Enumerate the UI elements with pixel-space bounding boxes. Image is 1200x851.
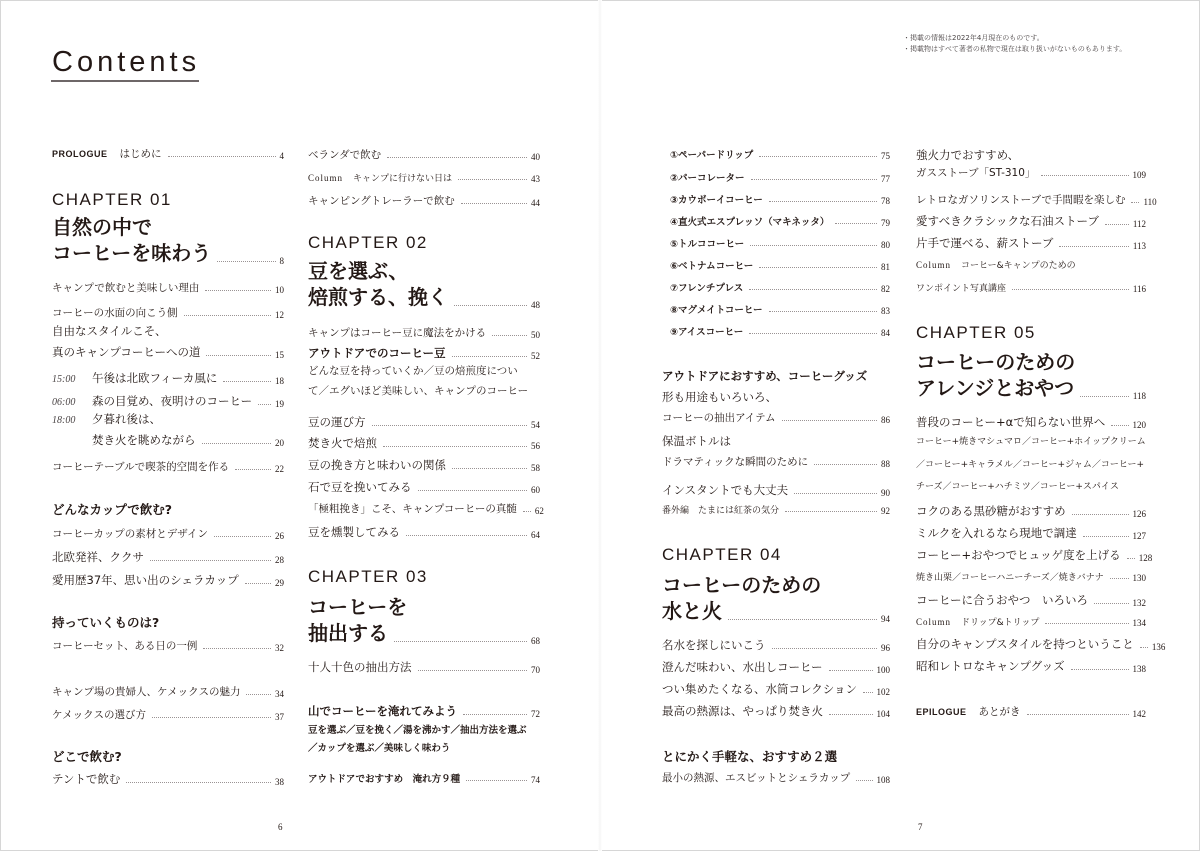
toc-entry[interactable]: 最高の熱源は、やっぱり焚き火 104 bbox=[662, 704, 890, 719]
toc-entry[interactable]: ケメックスの選び方 37 bbox=[52, 709, 284, 722]
toc-entry-method[interactable]: ⑧マグメイトコーヒー 83 bbox=[670, 305, 890, 316]
chapter-label-02: CHAPTER 02 bbox=[308, 233, 428, 252]
column-tag: Column bbox=[916, 260, 952, 270]
sub-topics: コーヒー+焼きマシュマロ／コーヒー+ホイップクリーム ／コーヒー+キャラメル／コーヒー+ジャム／コーヒー+ チーズ／コーヒー+ハチミツ／コーヒー+スパイス bbox=[916, 437, 1146, 492]
page-number: 4 bbox=[279, 151, 284, 161]
toc-entry-line1: 形も用途もいろいろ、 bbox=[662, 390, 777, 404]
toc-entry[interactable]: 焼き山栗／コーヒーハニーチーズ／焼きバナナ 130 bbox=[916, 573, 1146, 583]
section-heading-where: どこで飲む? bbox=[52, 749, 122, 764]
toc-entry[interactable]: コーヒーの水面の向こう側 12 bbox=[52, 307, 284, 320]
leader-dots bbox=[217, 261, 275, 262]
toc-entry[interactable]: レトロなガソリンストーブで手間暇を楽しむ 110 bbox=[916, 194, 1157, 207]
toc-entry-method[interactable]: ⑨アイスコーヒー 84 bbox=[670, 327, 890, 338]
toc-entry[interactable]: 北欧発祥、ククサ 28 bbox=[52, 550, 284, 565]
toc-entry-chapter-03[interactable]: 抽出する 68 bbox=[308, 621, 540, 646]
book-gutter bbox=[598, 0, 602, 851]
toc-entry-line1: 自由なスタイルこそ、 bbox=[52, 324, 167, 338]
toc-entry[interactable]: 昭和レトロなキャンプグッズ 138 bbox=[916, 659, 1146, 674]
toc-entry-timed[interactable]: 06:00 森の目覚め、夜明けのコーヒー 19 bbox=[52, 394, 284, 409]
toc-entry-method[interactable]: ④直火式エスプレッソ（マキネッタ） 79 bbox=[670, 217, 890, 228]
toc-entry-prologue[interactable]: PROLOGUE はじめに 4 bbox=[52, 148, 284, 161]
toc-entry[interactable]: 豆を燻製してみる 64 bbox=[308, 525, 540, 540]
chapter-label-04: CHAPTER 04 bbox=[662, 545, 782, 564]
toc-entry-section[interactable]: 山でコーヒーを淹れてみよう 72 bbox=[308, 704, 540, 719]
chapter-title-04-line1: コーヒーのための bbox=[662, 573, 822, 597]
toc-entry-line1: 保温ボトルは bbox=[662, 434, 731, 448]
toc-entry-chapter-01[interactable]: コーヒーを味わう 8 bbox=[52, 241, 284, 266]
leader-dots bbox=[168, 156, 276, 157]
toc-entry-method[interactable]: ⑥ベトナムコーヒー 81 bbox=[670, 261, 890, 272]
folio-right: 7 bbox=[918, 822, 923, 832]
section-heading-goods: アウトドアにおすすめ、コーヒーグッズ bbox=[662, 369, 868, 383]
folio-left: 6 bbox=[278, 822, 283, 832]
section-heading-bring: 持っていくものは? bbox=[52, 615, 160, 630]
toc-entry[interactable]: 名水を探しにいこう 96 bbox=[662, 638, 890, 653]
toc-entry-column[interactable]: Column ドリップ&トリップ 134 bbox=[916, 617, 1146, 628]
chapter-title-01-line1: 自然の中で bbox=[52, 215, 152, 239]
time-label: 06:00 bbox=[52, 397, 76, 408]
toc-entry[interactable]: キャンピングトレーラーで飲む 44 bbox=[308, 195, 540, 208]
toc-entry[interactable]: 豆の運び方 54 bbox=[308, 415, 540, 430]
toc-entry-line1: 18:00 夕暮れ後は、 bbox=[52, 408, 161, 432]
toc-entry-timed[interactable]: 焚き火を眺めながら 20 bbox=[92, 433, 284, 448]
toc-entry[interactable]: 「極粗挽き」こそ、キャンプコーヒーの真髄 62 bbox=[308, 503, 544, 516]
epilogue-tag: EPILOGUE bbox=[916, 707, 967, 717]
toc-entry-section[interactable]: アウトドアでのコーヒー豆 52 bbox=[308, 346, 540, 361]
toc-entry-timed[interactable]: 15:00 午後は北欧フィーカ風に 18 bbox=[52, 371, 284, 386]
toc-entry-line1: 強火力でおすすめ、 bbox=[916, 148, 1020, 162]
prologue-tag: PROLOGUE bbox=[52, 149, 108, 159]
toc-entry-column[interactable]: ワンポイント写真講座 116 bbox=[916, 284, 1146, 294]
toc-entry-chapter-05[interactable]: アレンジとおやつ 118 bbox=[916, 376, 1146, 401]
toc-entry[interactable]: コーヒーカップの素材とデザイン 26 bbox=[52, 528, 284, 541]
toc-entry[interactable]: コーヒーテーブルで喫茶的空間を作る 22 bbox=[52, 461, 284, 474]
toc-entry[interactable]: 自分のキャンプスタイルを持つということ 136 bbox=[916, 637, 1166, 652]
chapter-title-03-line1: コーヒーを bbox=[308, 595, 408, 619]
toc-entry[interactable]: コーヒーの抽出アイテム 86 bbox=[662, 412, 890, 425]
toc-entry-chapter-02[interactable]: 焙煎する、挽く 48 bbox=[308, 285, 540, 310]
toc-entry[interactable]: アウトドアでおすすめ 淹れ方９種 74 bbox=[308, 774, 540, 785]
toc-entry[interactable]: キャンプはコーヒー豆に魔法をかける 50 bbox=[308, 327, 540, 340]
toc-entry[interactable]: コクのある黒砂糖がおすすめ 126 bbox=[916, 504, 1146, 519]
toc-entry[interactable]: 焚き火で焙煎 56 bbox=[308, 436, 540, 451]
toc-entry[interactable]: キャンプで飲むと美味しい理由 10 bbox=[52, 282, 284, 295]
column-tag: Column bbox=[308, 173, 344, 183]
toc-entry[interactable]: 真のキャンプコーヒーへの道 15 bbox=[52, 345, 284, 360]
time-label: 18:00 bbox=[52, 415, 76, 426]
chapter-title-05-line1: コーヒーのための bbox=[916, 350, 1076, 374]
section-heading-cup: どんなカップで飲む? bbox=[52, 502, 173, 517]
toc-entry-method[interactable]: ②パーコレーター 77 bbox=[670, 173, 890, 184]
toc-entry[interactable]: コーヒー+おやつでヒュッゲ度を上げる 128 bbox=[916, 548, 1153, 563]
toc-entry[interactable]: ドラマティックな瞬間のために 88 bbox=[662, 456, 890, 469]
column-tag: Column bbox=[916, 617, 952, 627]
notice-line: ・掲載物はすべて著者の私物で現在は取り扱いがないものもあります。 bbox=[903, 45, 1127, 53]
toc-entry[interactable]: 片手で運べる、薪ストーブ 113 bbox=[916, 236, 1146, 251]
toc-entry[interactable]: キャンプ場の貴婦人、ケメックスの魅力 34 bbox=[52, 686, 284, 699]
toc-entry-method[interactable]: ①ペーパードリップ 75 bbox=[670, 150, 890, 161]
toc-entry[interactable]: つい集めたくなる、水筒コレクション 102 bbox=[662, 682, 890, 697]
toc-entry-epilogue[interactable]: EPILOGUE あとがき 142 bbox=[916, 706, 1146, 719]
toc-entry[interactable]: 愛用歴37年、思い出のシェラカップ 29 bbox=[52, 573, 284, 588]
chapter-label-01: CHAPTER 01 bbox=[52, 190, 172, 209]
section-heading-easy: とにかく手軽な、おすすめ２選 bbox=[662, 749, 838, 764]
page-title: Contents bbox=[52, 46, 201, 78]
notice-line: ・掲載の情報は2022年4月現在のものです。 bbox=[903, 34, 1044, 42]
chapter-label-05: CHAPTER 05 bbox=[916, 323, 1036, 342]
toc-entry-column[interactable]: Column キャンプに行けない日は 43 bbox=[308, 173, 540, 184]
toc-entry[interactable]: コーヒーに合うおやつ いろいろ 132 bbox=[916, 593, 1146, 608]
toc-entry[interactable]: 最小の熱源、エスビットとシェラカップ 108 bbox=[662, 772, 890, 785]
sub-topics: 豆を選ぶ／豆を挽く／湯を沸かす／抽出方法を選ぶ ／カップを選ぶ／美味しく味わう bbox=[308, 725, 527, 754]
toc-entry-method[interactable]: ③カウボーイコーヒー 78 bbox=[670, 195, 890, 206]
toc-entry[interactable]: 愛すべきクラシックな石油ストーブ 112 bbox=[916, 214, 1146, 229]
time-label: 15:00 bbox=[52, 374, 76, 385]
toc-entry[interactable]: テントで飲む 38 bbox=[52, 772, 284, 787]
title-underline bbox=[51, 80, 199, 82]
toc-entry[interactable]: ガスストーブ「ST-310」 109 bbox=[916, 167, 1146, 180]
toc-entry-method[interactable]: ⑦フレンチプレス 82 bbox=[670, 283, 890, 294]
toc-entry[interactable]: ミルクを入れるなら現地で調達 127 bbox=[916, 526, 1146, 541]
toc-entry[interactable]: コーヒーセット、ある日の一例 32 bbox=[52, 640, 284, 653]
toc-entry[interactable]: 普段のコーヒー+αで知らない世界へ 120 bbox=[916, 415, 1146, 430]
toc-entry-method[interactable]: ⑤トルココーヒー 80 bbox=[670, 239, 890, 250]
toc-entry[interactable]: ベランダで飲む 40 bbox=[308, 149, 540, 162]
chapter-title-02-line1: 豆を選ぶ、 bbox=[308, 259, 409, 283]
toc-entry[interactable]: 豆の挽き方と味わいの関係 58 bbox=[308, 458, 540, 473]
toc-entry[interactable]: 十人十色の抽出方法 70 bbox=[308, 660, 540, 675]
chapter-label-03: CHAPTER 03 bbox=[308, 567, 428, 586]
toc-entry[interactable]: 石で豆を挽いてみる 60 bbox=[308, 480, 540, 495]
toc-entry[interactable]: インスタントでも大丈夫 90 bbox=[662, 483, 890, 498]
toc-entry-line1: Column コーヒー&キャンプのための bbox=[916, 260, 1076, 271]
toc-entry[interactable]: 澄んだ味わい、水出しコーヒー 100 bbox=[662, 660, 890, 675]
notice-block bbox=[903, 33, 1126, 55]
toc-entry-chapter-04[interactable]: 水と火 94 bbox=[662, 599, 890, 624]
sub-topics: どんな豆を持っていくか／豆の焙煎度につい て／エグいほど美味しい、キャンプのコーヒー bbox=[308, 365, 529, 397]
toc-entry[interactable]: 番外編 たまには紅茶の気分 92 bbox=[662, 506, 890, 516]
